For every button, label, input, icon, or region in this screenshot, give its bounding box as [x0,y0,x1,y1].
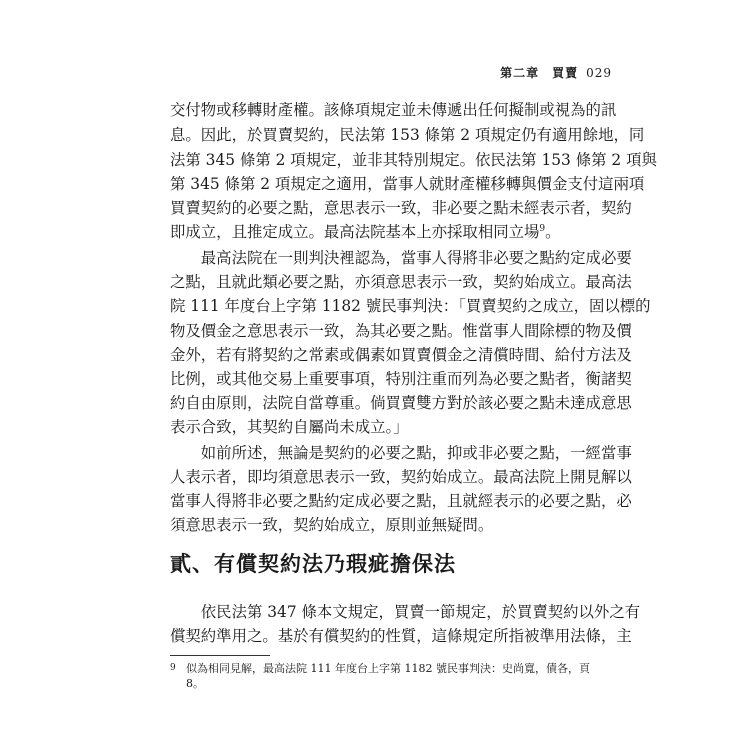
body-line: 表示合致，其契約自屬尚未成立。」 [170,418,409,436]
chapter-title: 第二章 買賣 [500,66,579,80]
footnote [170,661,590,691]
running-header [500,64,612,81]
period: 。 [545,223,561,241]
body-line: 物及價金之意思表示一致，為其必要之點。惟當事人間除標的物及價 [170,322,632,340]
footnote-text: 似為相同見解，最高法院 111 年度台上字第 1182 號民事判決：史尚寬，債各，頁 [186,662,590,675]
footnote-mark: 9 [170,663,176,673]
footnote-divider [170,655,270,656]
page-number: 029 [586,66,612,80]
footnote-reference[interactable]: 9 [539,223,546,234]
body-line: 最高法院在一則判決裡認為，當事人得將非必要之點約定成必要 [170,249,632,267]
body-line-text: 即成立，且推定成立。最高法院基本上亦採取相同立場 [170,223,540,241]
body-line: 買賣契約的必要之點，意思表示一致，非必要之點未經表示者，契約 [170,199,632,217]
footnote-text-continued: 8。 [186,677,204,690]
body-line: 第 345 條第 2 項規定之適用，當事人就財產權移轉與價金支付這兩項 [170,175,645,193]
body-line: 比例，或其他交易上重要事項，特別注重而列為必要之點者，衡諸契 [170,370,632,388]
body-line: 之點，且就此類必要之點，亦須意思表示一致，契約始成立。最高法 [170,273,632,291]
body-line: 院 111 年度台上字第 1182 號民事判決：「買賣契約之成立，固以標的 [170,297,651,315]
section-heading: 貳、有償契約法乃瑕疵擔保法 [170,551,456,576]
body-line-with-footnote [170,221,582,243]
body-line: 約自由原則，法院自當尊重。倘買賣雙方對於該必要之點未達成意思 [170,394,632,412]
body-line: 依民法第 347 條本文規定，買賣一節規定，於買賣契約以外之有 [170,603,641,621]
body-line: 人表示者，即均須意思表示一致，契約始成立。最高法院上開見解以 [170,468,632,486]
body-line: 須意思表示一致，契約始成立，原則並無疑問。 [170,516,494,534]
body-line: 法第 345 條第 2 項規定，並非其特別規定。依民法第 153 條第 2 項與 [170,151,657,169]
body-line: 息。因此，於買賣契約，民法第 153 條第 2 項規定仍有適用餘地，同 [170,126,645,144]
body-line: 如前所述，無論是契約的必要之點，抑或非必要之點，一經當事 [170,444,632,462]
body-line: 金外，若有將契約之常素或偶素如買賣價金之清償時間、給付方法及 [170,346,632,364]
body-line: 償契約準用之。基於有償契約的性質，這條規定所指被準用法條，主 [170,627,632,645]
body-line: 交付物或移轉財產權。該條項規定並未傳遞出任何擬制或視為的訊 [170,101,617,119]
body-line: 當事人得將非必要之點約定成必要之點，且就經表示的必要之點，必 [170,492,632,510]
